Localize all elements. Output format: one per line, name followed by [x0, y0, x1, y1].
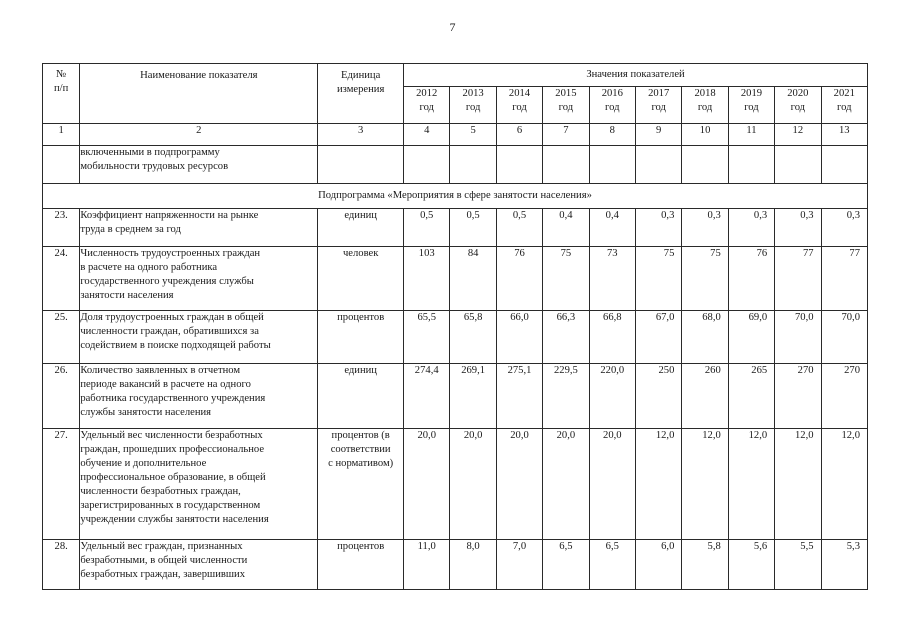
value-cell: 0,3	[728, 209, 774, 247]
value-cell: 6,5	[589, 540, 635, 590]
header-unit: Единица измерения	[318, 64, 404, 124]
value-cell: 274,4	[404, 364, 450, 429]
value-cell: 75	[682, 247, 728, 311]
value-cell: 65,5	[404, 311, 450, 364]
column-number: 5	[450, 124, 496, 146]
column-number: 3	[318, 124, 404, 146]
indicator-name: Численность трудоустроенных граждан в расчете на одного работника государственного учреждения службы занятости населения	[80, 247, 318, 311]
value-cell: 12,0	[775, 429, 821, 540]
value-cell: 5,8	[682, 540, 728, 590]
value-cell: 269,1	[450, 364, 496, 429]
value-cell: 0,5	[450, 209, 496, 247]
header-year: 2016 год	[589, 87, 635, 124]
continuation-row	[43, 146, 868, 184]
value-cell: 0,3	[821, 209, 867, 247]
value-cell: 0,4	[589, 209, 635, 247]
value-cell	[728, 146, 774, 184]
value-cell: 77	[821, 247, 867, 311]
value-cell: 8,0	[450, 540, 496, 590]
header-year: 2020 год	[775, 87, 821, 124]
value-cell: 265	[728, 364, 774, 429]
value-cell: 0,5	[404, 209, 450, 247]
column-number: 2	[80, 124, 318, 146]
value-cell: 7,0	[496, 540, 542, 590]
indicator-row	[43, 209, 868, 247]
value-cell: 6,5	[543, 540, 589, 590]
indicator-row	[43, 247, 868, 311]
value-cell: 220,0	[589, 364, 635, 429]
indicator-unit: человек	[318, 247, 404, 311]
section-title: Подпрограмма «Мероприятия в сфере занятости населения»	[43, 184, 868, 209]
value-cell: 66,3	[543, 311, 589, 364]
header-num: № п/п	[43, 64, 80, 124]
indicator-unit	[318, 146, 404, 184]
row-num: 28.	[43, 540, 80, 590]
value-cell: 0,4	[543, 209, 589, 247]
value-cell: 5,5	[775, 540, 821, 590]
value-cell	[589, 146, 635, 184]
value-cell	[635, 146, 681, 184]
row-num: 23.	[43, 209, 80, 247]
value-cell: 68,0	[682, 311, 728, 364]
indicator-unit: единиц	[318, 364, 404, 429]
column-number: 1	[43, 124, 80, 146]
indicator-unit: процентов	[318, 540, 404, 590]
header-year: 2013 год	[450, 87, 496, 124]
value-cell: 20,0	[543, 429, 589, 540]
value-cell: 12,0	[728, 429, 774, 540]
value-cell: 84	[450, 247, 496, 311]
indicators-table	[42, 63, 868, 590]
value-cell	[496, 146, 542, 184]
value-cell: 20,0	[496, 429, 542, 540]
value-cell: 0,3	[635, 209, 681, 247]
value-cell: 270	[821, 364, 867, 429]
header-year: 2015 год	[543, 87, 589, 124]
indicator-unit: процентов	[318, 311, 404, 364]
column-number: 12	[775, 124, 821, 146]
column-number: 9	[635, 124, 681, 146]
indicator-row	[43, 429, 868, 540]
value-cell: 229,5	[543, 364, 589, 429]
column-number: 11	[728, 124, 774, 146]
value-cell: 69,0	[728, 311, 774, 364]
indicator-name: Коэффициент напряженности на рынке труда в среднем за год	[80, 209, 318, 247]
value-cell: 20,0	[589, 429, 635, 540]
value-cell: 77	[775, 247, 821, 311]
value-cell: 20,0	[450, 429, 496, 540]
column-number: 13	[821, 124, 867, 146]
header-values: Значения показателей	[404, 64, 868, 87]
indicator-row	[43, 540, 868, 590]
indicator-name: Доля трудоустроенных граждан в общей численности граждан, обратившихся за содействием в поиске подходящей работы	[80, 311, 318, 364]
header-name: Наименование показателя	[80, 64, 318, 124]
row-num: 27.	[43, 429, 80, 540]
indicator-name: Количество заявленных в отчетном периоде вакансий в расчете на одного работника государственного учреждения службы занятости населения	[80, 364, 318, 429]
value-cell: 275,1	[496, 364, 542, 429]
value-cell: 12,0	[821, 429, 867, 540]
value-cell: 250	[635, 364, 681, 429]
column-number: 6	[496, 124, 542, 146]
value-cell	[775, 146, 821, 184]
value-cell: 70,0	[821, 311, 867, 364]
row-num: 25.	[43, 311, 80, 364]
value-cell: 260	[682, 364, 728, 429]
column-number: 7	[543, 124, 589, 146]
indicator-name: включенными в подпрограмму мобильности трудовых ресурсов	[80, 146, 318, 184]
indicator-row	[43, 364, 868, 429]
column-number: 10	[682, 124, 728, 146]
value-cell: 73	[589, 247, 635, 311]
indicator-row	[43, 311, 868, 364]
value-cell: 5,6	[728, 540, 774, 590]
value-cell: 66,0	[496, 311, 542, 364]
header-year: 2018 год	[682, 87, 728, 124]
indicator-unit: единиц	[318, 209, 404, 247]
section-row	[43, 184, 868, 209]
value-cell: 12,0	[635, 429, 681, 540]
value-cell: 12,0	[682, 429, 728, 540]
value-cell: 70,0	[775, 311, 821, 364]
value-cell: 103	[404, 247, 450, 311]
value-cell	[404, 146, 450, 184]
header-year: 2014 год	[496, 87, 542, 124]
value-cell: 67,0	[635, 311, 681, 364]
value-cell: 0,3	[775, 209, 821, 247]
row-num	[43, 146, 80, 184]
value-cell: 75	[543, 247, 589, 311]
column-number: 4	[404, 124, 450, 146]
value-cell: 76	[728, 247, 774, 311]
value-cell: 76	[496, 247, 542, 311]
header-year: 2017 год	[635, 87, 681, 124]
page-number: 7	[449, 20, 456, 34]
indicator-name: Удельный вес численности безработных граждан, прошедших профессиональное обучение и дополнительное профессиональное образование, в общей численности безработных граждан, зарегистрированных в государственном учреждении службы занятости населения	[80, 429, 318, 540]
value-cell: 66,8	[589, 311, 635, 364]
value-cell: 11,0	[404, 540, 450, 590]
header-year: 2012 год	[404, 87, 450, 124]
indicator-unit: процентов (в соответствии с нормативом)	[318, 429, 404, 540]
value-cell: 270	[775, 364, 821, 429]
value-cell	[821, 146, 867, 184]
value-cell: 0,3	[682, 209, 728, 247]
row-num: 24.	[43, 247, 80, 311]
value-cell	[682, 146, 728, 184]
value-cell: 65,8	[450, 311, 496, 364]
value-cell: 0,5	[496, 209, 542, 247]
value-cell	[450, 146, 496, 184]
value-cell: 6,0	[635, 540, 681, 590]
value-cell: 5,3	[821, 540, 867, 590]
value-cell	[543, 146, 589, 184]
value-cell: 20,0	[404, 429, 450, 540]
header-year: 2021 год	[821, 87, 867, 124]
value-cell: 75	[635, 247, 681, 311]
row-num: 26.	[43, 364, 80, 429]
header-year: 2019 год	[728, 87, 774, 124]
indicator-name: Удельный вес граждан, признанных безработными, в общей численности безработных граждан, завершивших	[80, 540, 318, 590]
column-number: 8	[589, 124, 635, 146]
